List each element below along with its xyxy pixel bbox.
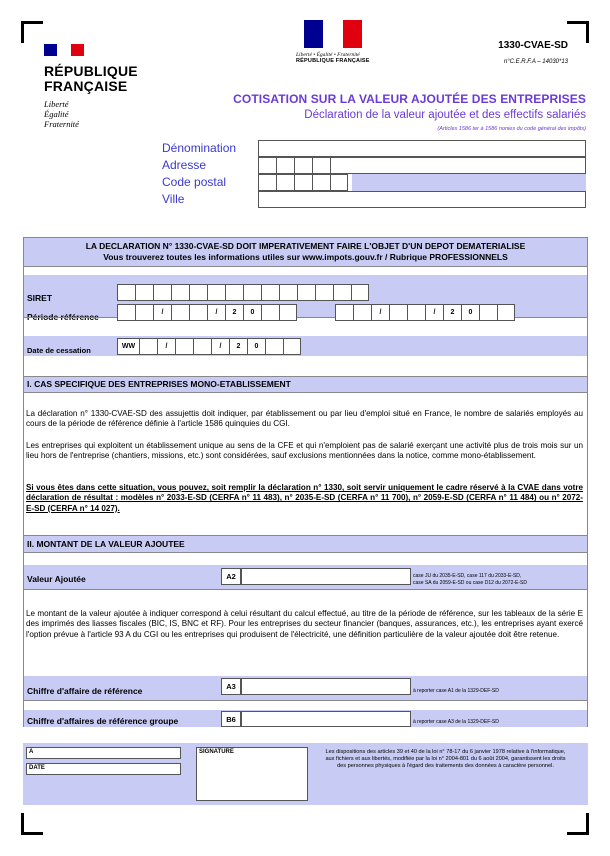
small-motto: Liberté • Égalité • Fraternité (296, 52, 360, 58)
va-note-line1: case JU du 2035-E-SD, case 117 du 2033-E-SD, (413, 573, 522, 579)
republic-logo (44, 44, 154, 129)
ville-label: Ville (162, 192, 185, 206)
valeur-ajoutee-input[interactable] (241, 568, 411, 585)
identity-labels (162, 140, 236, 208)
marianne-logo (296, 20, 386, 64)
form-subtitle: Déclaration de la valeur ajoutée et des effectifs salariés (304, 109, 586, 121)
cag-label: Chiffre d'affaires de référence groupe (27, 716, 179, 726)
signature-box[interactable]: SIGNATURE (196, 747, 308, 801)
code-postal-label: Code postal (162, 175, 227, 189)
cessation-band (24, 336, 587, 356)
marianne-flag-icon (304, 20, 362, 48)
adresse-input[interactable] (258, 157, 586, 174)
ca-input[interactable] (241, 678, 411, 695)
periode-end-input[interactable]: / / 2 0 (335, 304, 515, 321)
ville-input[interactable] (258, 191, 586, 208)
code-postal-shaded-area (352, 174, 586, 191)
section2-paragraph1: Le montant de la valeur ajoutée à indiquer correspond à celui résultant du calcul effectué, au titre de la période de référence, sur les tableaux de la série E des imprimés des liasses fiscales (BIC, IS, BNC et RF). Pour les entreprises du secteur financier (banques, assurances, etc.), les entreprises ayant exercé l'option prévue à l'article 93 A du CGI ou les entreprises qui produisent de l'électricité, une définition particulière de la valeur ajoutée doit être retenue. (26, 609, 583, 639)
motto-egalite: Égalité (44, 109, 69, 119)
section1-paragraph1: La déclaration n° 1330-CVAE-SD des assujettis doit indiquer, par établissement ou par lieu d'emploi situé en France, le nombre de salariés employés au cours de la période de référence définie à l'article 1586 quinquies du CGI. (26, 409, 583, 429)
form-number: 1330-CVAE-SD (498, 40, 568, 51)
section1-paragraph3: Si vous êtes dans cette situation, vous pouvez, soit remplir la déclaration n° 1330, soit servir uniquement le cadre réservé à la CVAE dans votre déclaration de résultat : modèles n° 2033-E-SD (CERFA n° 11 483), n° 2035-E-SD (CERFA n° 11 700), n° 2059-E-SD (CERFA n° 11 484) ou n° 2072-E-SD (CERFA n° 14 027). (26, 483, 583, 513)
articles-reference: (Articles 1586 ter à 1586 nonies du code général des impôts) (437, 126, 586, 132)
section2-heading: II. MONTANT DE LA VALEUR AJOUTEE (24, 535, 587, 553)
republic-name (44, 64, 154, 94)
republic-name-line2: FRANÇAISE (44, 78, 128, 94)
small-republic-name: RÉPUBLIQUE FRANÇAISE (296, 58, 370, 64)
signature-footer (23, 743, 588, 805)
periode-label: Période référence (27, 312, 99, 322)
date-cessation-label: Date de cessation (27, 346, 91, 355)
va-code: A2 (221, 568, 241, 585)
siret-input[interactable] (117, 284, 369, 301)
siret-label: SIRET (27, 293, 53, 303)
ca-label: Chiffre d'affaire de référence (27, 686, 143, 696)
ca-code: A3 (221, 678, 241, 695)
corner-mark-top-right (567, 21, 589, 43)
place-input[interactable]: A (26, 747, 181, 759)
notice-line2: Vous trouverez toutes les informations utiles sur www.impots.gouv.fr / Rubrique PROFESSIONNELS (103, 252, 508, 262)
cerfa-number: n°C.E.R.F.A – 14030*13 (503, 59, 568, 65)
motto (44, 99, 154, 129)
denomination-label: Dénomination (162, 141, 237, 155)
motto-fraternite: Fraternité (44, 119, 79, 129)
periode-start-input[interactable]: / / 2 0 (117, 304, 297, 321)
republic-name-line1: RÉPUBLIQUE (44, 63, 138, 79)
cag-code: B6 (221, 711, 241, 727)
section1-paragraph2: Les entreprises qui exploitent un établissement unique au sens de la CFE et qui n'emploient pas de salarié exerçant une activité plus de trois mois sur un lieu hors de l'entreprise (chantiers, missions, etc.) sont considérées, sauf exclusions mentionnées dans la notice, comme mono-établissement. (26, 441, 583, 461)
form-titles (233, 92, 586, 132)
ca-note: à reporter case A1 de la 1329-DEF-SD (413, 688, 499, 694)
form-number-block (498, 40, 568, 65)
corner-mark-bottom-right (567, 813, 589, 835)
va-note-line2: case SA du 2059-E-SD ou case D12 du 2072-E-SD (413, 579, 527, 586)
cag-note: à reporter case A3 de la 1329-DEF-SD (413, 719, 499, 725)
legal-notice: Les dispositions des articles 39 et 40 de la loi n° 78-17 du 6 janvier 1978 relative à l'informatique, aux fichiers et aux libertés, modifiée par la loi n° 2004-801 du 6 août 2004, garantissent les droits des personnes physiques à l'égard des traitements des données à caractère personnel. (325, 749, 566, 770)
corner-mark-top-left (21, 21, 43, 43)
notice-text (24, 241, 587, 263)
flag-icon (44, 44, 84, 56)
code-postal-input[interactable] (258, 174, 348, 191)
motto-liberte: Liberté (44, 99, 69, 109)
va-note (413, 573, 527, 586)
denomination-input[interactable] (258, 140, 586, 157)
notice-line1: LA DECLARATION N° 1330-CVAE-SD DOIT IMPERATIVEMENT FAIRE L'OBJET D'UN DEPOT DEMATERIALISE (85, 241, 526, 251)
cag-input[interactable] (241, 711, 411, 727)
valeur-ajoutee-label: Valeur Ajoutée (27, 574, 86, 584)
section1-heading: I. CAS SPECIFIQUE DES ENTREPRISES MONO-ETABLISSEMENT (24, 376, 587, 393)
date-input[interactable]: DATE (26, 763, 181, 775)
corner-mark-bottom-left (21, 813, 43, 835)
form-title: COTISATION SUR LA VALEUR AJOUTÉE DES ENTREPRISES (233, 92, 586, 106)
date-cessation-input[interactable]: WW / / 2 0 (117, 338, 301, 355)
adresse-label: Adresse (162, 158, 207, 172)
